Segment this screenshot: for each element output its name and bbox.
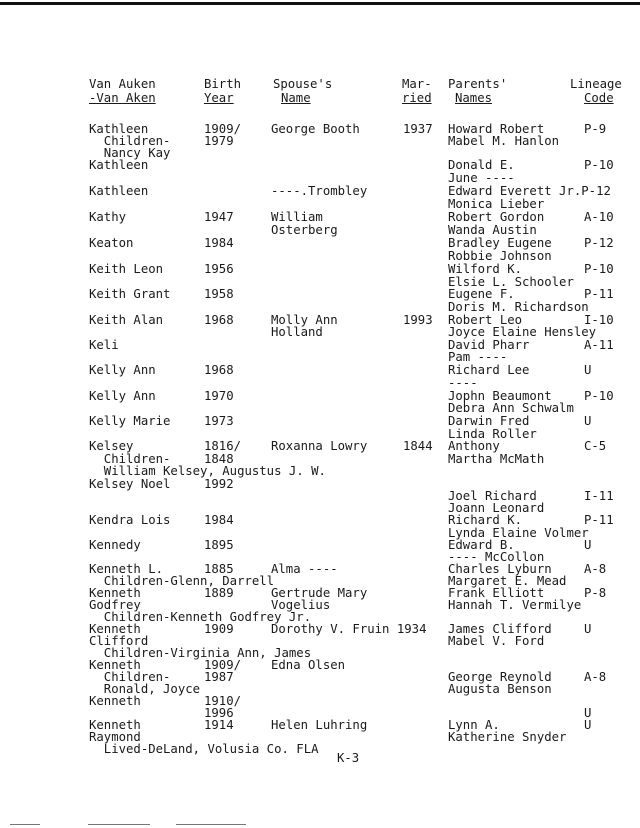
- entry-name: Kenneth L.: [89, 562, 164, 576]
- entry-parents: David Pharr: [448, 338, 530, 352]
- entry-spouse: William: [271, 210, 323, 224]
- entry-parents: Richard K.: [448, 513, 523, 527]
- entry-spouse: Alma ----: [271, 562, 338, 576]
- entry-birth-year: 1947: [204, 210, 234, 224]
- entry-lineage-code: P-12: [584, 236, 614, 250]
- entry-parents: Margaret E. Mead: [448, 574, 567, 588]
- entry-name: Children-Virginia Ann, James: [89, 646, 312, 660]
- entry-parents: Wilford K.: [448, 262, 523, 276]
- entry-parents: Linda Roller: [448, 427, 537, 441]
- entry-spouse: George Booth: [271, 122, 360, 136]
- entry-parents: Richard Lee: [448, 363, 530, 377]
- entry-name: Kenneth: [89, 718, 141, 732]
- entry-parents: Robert Gordon: [448, 210, 545, 224]
- header-birth-2: Year: [204, 91, 234, 105]
- header-married-2: ried: [402, 91, 432, 105]
- entry-name: Children-Glenn, Darrell: [89, 574, 275, 588]
- entry-married-year: 1993: [403, 313, 433, 327]
- entry-name: Kenneth: [89, 694, 141, 708]
- entry-spouse: Vogelius: [271, 598, 331, 612]
- entry-lineage-code: I-11: [584, 489, 614, 503]
- entry-name: Ronald, Joyce: [89, 682, 201, 696]
- entry-lineage-code: P-10: [584, 158, 614, 172]
- entry-name: Kenneth: [89, 622, 141, 636]
- entry-birth-year: 1910/: [204, 694, 242, 708]
- entry-birth-year: 1984: [204, 236, 234, 250]
- entry-birth-year: 1970: [204, 389, 234, 403]
- entry-birth-year: 1914: [204, 718, 234, 732]
- entry-parents: June ----: [448, 171, 515, 185]
- entry-spouse: Gertrude Mary: [271, 586, 368, 600]
- entry-birth-year: 1968: [204, 313, 234, 327]
- entry-parents: Edward B.: [448, 538, 515, 552]
- entry-parents: Mabel M. Hanlon: [448, 134, 560, 148]
- entry-name: Kelly Ann: [89, 389, 156, 403]
- entry-spouse: Edna Olsen: [271, 658, 346, 672]
- entry-parents: Joann Leonard: [448, 501, 545, 515]
- entry-lineage-code: U: [584, 718, 592, 732]
- entry-lineage-code: P-10: [584, 262, 614, 276]
- entry-parents: Elsie L. Schooler: [448, 275, 574, 289]
- entry-name: Children-: [89, 452, 171, 466]
- bottom-mark: [176, 824, 246, 825]
- entry-married-year: 1937: [403, 122, 433, 136]
- entry-name: Kathleen: [89, 122, 149, 136]
- entry-name: Keith Grant: [89, 287, 171, 301]
- entry-lineage-code: P-11: [584, 287, 614, 301]
- entry-spouse: Roxanna Lowry: [271, 439, 368, 453]
- header-lineage-2: Code: [584, 91, 614, 105]
- entry-parents: Howard Robert: [448, 122, 545, 136]
- entry-birth-year: 1895: [204, 538, 234, 552]
- header-name-2: -Van Aken: [89, 91, 156, 105]
- entry-parents: ----: [448, 376, 478, 390]
- entry-parents: Debra Ann Schwalm: [448, 401, 574, 415]
- entry-name: Raymond: [89, 730, 141, 744]
- page-number: K-3: [337, 751, 360, 765]
- entry-birth-year: 1909/: [204, 122, 242, 136]
- entry-parents: Edward Everett Jr.P-12: [448, 184, 611, 198]
- header-parents-1: Parents': [448, 77, 508, 91]
- entry-name: Keli: [89, 338, 119, 352]
- entry-name: Kelsey Noel: [89, 477, 171, 491]
- entry-name: Lived-DeLand, Volusia Co. FLA: [89, 742, 319, 756]
- entry-lineage-code: U: [584, 706, 592, 720]
- entry-parents: Hannah T. Vermilye: [448, 598, 582, 612]
- entry-parents: Darwin Fred: [448, 414, 530, 428]
- header-name-1: Van Auken: [89, 77, 156, 91]
- entry-spouse: Helen Luhring: [271, 718, 368, 732]
- entry-name: Keaton: [89, 236, 134, 250]
- entry-parents: ---- McCollon: [448, 550, 545, 564]
- entry-name: Kenneth: [89, 586, 141, 600]
- entry-lineage-code: P-10: [584, 389, 614, 403]
- entry-lineage-code: A-8: [584, 670, 607, 684]
- entry-name: Clifford: [89, 634, 149, 648]
- entry-lineage-code: A-11: [584, 338, 614, 352]
- entry-parents: Anthony: [448, 439, 500, 453]
- entry-lineage-code: U: [584, 538, 592, 552]
- entry-parents: Charles Lyburn: [448, 562, 552, 576]
- entry-parents: Pam ----: [448, 350, 508, 364]
- entry-birth-year: 1987: [204, 670, 234, 684]
- entry-lineage-code: P-11: [584, 513, 614, 527]
- entry-name: Nancy Kay: [89, 146, 171, 160]
- entry-lineage-code: A-8: [584, 562, 607, 576]
- entry-name: Children-: [89, 670, 171, 684]
- bottom-mark: [88, 824, 150, 825]
- entry-parents: Robert Leo: [448, 313, 523, 327]
- entry-parents: Robbie Johnson: [448, 249, 552, 263]
- entry-name: Godfrey: [89, 598, 141, 612]
- entry-parents: Monica Lieber: [448, 197, 545, 211]
- entry-parents: Doris M. Richardson: [448, 300, 589, 314]
- entry-lineage-code: U: [584, 622, 592, 636]
- entry-name: Kelsey: [89, 439, 134, 453]
- entry-spouse: Dorothy V. Fruin 1934: [271, 622, 427, 636]
- entry-spouse: Osterberg: [271, 223, 338, 237]
- header-spouse-1: Spouse's: [273, 77, 333, 91]
- entry-birth-year: 1956: [204, 262, 234, 276]
- header-spouse-2: Name: [281, 91, 311, 105]
- entry-name: Kathleen: [89, 158, 149, 172]
- entry-name: Keith Leon: [89, 262, 164, 276]
- header-parents-2: Names: [455, 91, 493, 105]
- entry-lineage-code: U: [584, 414, 592, 428]
- entry-name: Keith Alan: [89, 313, 164, 327]
- entry-lineage-code: P-9: [584, 122, 607, 136]
- entry-birth-year: 1992: [204, 477, 234, 491]
- entry-lineage-code: U: [584, 363, 592, 377]
- entry-name: Children-: [89, 134, 171, 148]
- entry-name: Kathy: [89, 210, 127, 224]
- entry-married-year: 1844: [403, 439, 433, 453]
- entry-parents: Jophn Beaumont: [448, 389, 552, 403]
- entry-name: Kelly Ann: [89, 363, 156, 377]
- entry-parents: Joel Richard: [448, 489, 537, 503]
- entry-birth-year: 1996: [204, 706, 234, 720]
- entry-parents: Wanda Austin: [448, 223, 537, 237]
- header-married-1: Mar-: [402, 77, 432, 91]
- entry-parents: Donald E.: [448, 158, 515, 172]
- entry-birth-year: 1909/: [204, 658, 242, 672]
- entry-name: Kennedy: [89, 538, 141, 552]
- header-lineage-1: Lineage: [570, 77, 622, 91]
- entry-birth-year: 1958: [204, 287, 234, 301]
- entry-parents: Frank Elliott: [448, 586, 545, 600]
- entry-parents: James Clifford: [448, 622, 552, 636]
- entry-birth-year: 1816/: [204, 439, 242, 453]
- entry-lineage-code: P-8: [584, 586, 607, 600]
- entry-name: Kathleen: [89, 184, 149, 198]
- entry-birth-year: 1909: [204, 622, 234, 636]
- top-border-line: [0, 2, 640, 5]
- entry-parents: Eugene F.: [448, 287, 515, 301]
- entry-spouse: Holland: [271, 325, 323, 339]
- entry-parents: Lynda Elaine Volmer: [448, 526, 589, 540]
- bottom-mark: [10, 824, 40, 825]
- entry-birth-year: 1885: [204, 562, 234, 576]
- entry-parents: Katherine Snyder: [448, 730, 567, 744]
- entry-spouse: Molly Ann: [271, 313, 338, 327]
- entry-name: William Kelsey, Augustus J. W.: [89, 464, 326, 478]
- entry-birth-year: 1968: [204, 363, 234, 377]
- entry-birth-year: 1973: [204, 414, 234, 428]
- entry-parents: Martha McMath: [448, 452, 545, 466]
- entry-name: Children-Kenneth Godfrey Jr.: [89, 610, 312, 624]
- entry-lineage-code: A-10: [584, 210, 614, 224]
- entry-lineage-code: I-10: [584, 313, 614, 327]
- header-birth-1: Birth: [204, 77, 242, 91]
- entry-lineage-code: C-5: [584, 439, 607, 453]
- entry-parents: Mabel V. Ford: [448, 634, 545, 648]
- entry-name: Kelly Marie: [89, 414, 171, 428]
- entry-parents: George Reynold: [448, 670, 552, 684]
- entry-name: Kenneth: [89, 658, 141, 672]
- entry-birth-year: 1889: [204, 586, 234, 600]
- entry-name: Kendra Lois: [89, 513, 171, 527]
- entry-parents: Lynn A.: [448, 718, 500, 732]
- entry-parents: Joyce Elaine Hensley: [448, 325, 597, 339]
- entry-birth-year: 1984: [204, 513, 234, 527]
- entry-parents: Augusta Benson: [448, 682, 552, 696]
- entry-birth-year: 1848: [204, 452, 234, 466]
- entry-parents: Bradley Eugene: [448, 236, 552, 250]
- entry-birth-year: 1979: [204, 134, 234, 148]
- entry-spouse: ----.Trombley: [271, 184, 368, 198]
